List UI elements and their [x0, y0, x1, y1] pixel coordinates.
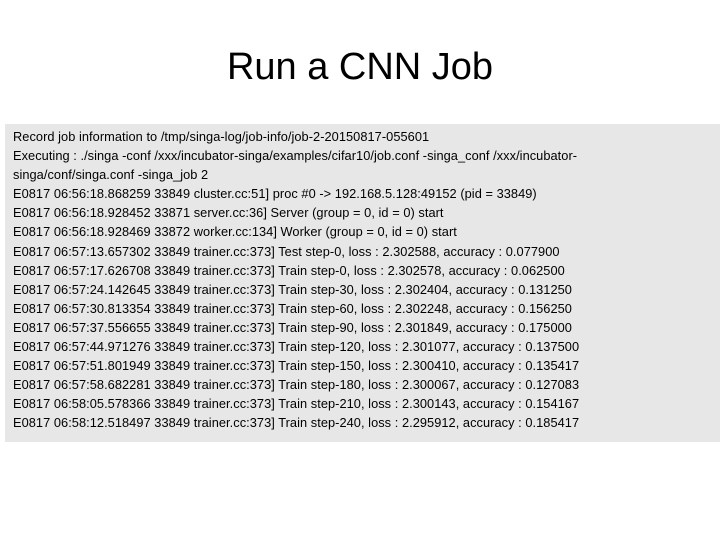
log-line-worker: E0817 06:56:18.928469 33872 worker.cc:134] Worker (group = 0, id = 0) start	[13, 224, 457, 240]
log-line-server: E0817 06:56:18.928452 33871 server.cc:36] Server (group = 0, id = 0) start	[13, 205, 444, 221]
log-line-train-step-120: E0817 06:57:44.971276 33849 trainer.cc:373] Train step-120, loss : 2.301077, accuracy : 0.137500	[13, 339, 580, 355]
log-line-train-step-60: E0817 06:57:30.813354 33849 trainer.cc:373] Train step-60, loss : 2.302248, accuracy : 0.156250	[13, 300, 572, 316]
slide-title: Run a CNN Job	[226, 46, 494, 88]
log-line-cluster: E0817 06:56:18.868259 33849 cluster.cc:51] proc #0 -> 192.168.5.128:49152 (pid = 33849)	[13, 186, 537, 202]
log-line-executing: Executing : ./singa -conf /xxx/incubator-singa/examples/cifar10/job.conf -singa_conf /xxx/incubator-	[13, 148, 578, 164]
log-line-executing-cont: singa/conf/singa.conf -singa_job 2	[13, 167, 209, 183]
log-line-test-step-0: E0817 06:57:13.657302 33849 trainer.cc:373] Test step-0, loss : 2.302588, accuracy : 0.077900	[13, 243, 560, 259]
log-line-job-info: Record job information to /tmp/singa-log/job-info/job-2-20150817-055601	[13, 129, 430, 144]
log-line-train-step-0: E0817 06:57:17.626708 33849 trainer.cc:373] Train step-0, loss : 2.302578, accuracy : 0.062500	[13, 262, 565, 278]
log-line-train-step-90: E0817 06:57:37.556655 33849 trainer.cc:373] Train step-90, loss : 2.301849, accuracy : 0.175000	[13, 319, 572, 335]
log-line-train-step-150: E0817 06:57:51.801949 33849 trainer.cc:373] Train step-150, loss : 2.300410, accuracy : 0.135417	[13, 358, 580, 374]
log-line-train-step-180: E0817 06:57:58.682281 33849 trainer.cc:373] Train step-180, loss : 2.300067, accuracy : 0.127083	[13, 377, 580, 393]
log-output-panel	[5, 124, 720, 442]
log-line-train-step-210: E0817 06:58:05.578366 33849 trainer.cc:373] Train step-210, loss : 2.300143, accuracy : 0.154167	[13, 396, 580, 412]
log-line-train-step-30: E0817 06:57:24.142645 33849 trainer.cc:373] Train step-30, loss : 2.302404, accuracy : 0.131250	[13, 281, 572, 297]
log-line-train-step-240: E0817 06:58:12.518497 33849 trainer.cc:373] Train step-240, loss : 2.295912, accuracy : 0.185417	[13, 415, 580, 431]
